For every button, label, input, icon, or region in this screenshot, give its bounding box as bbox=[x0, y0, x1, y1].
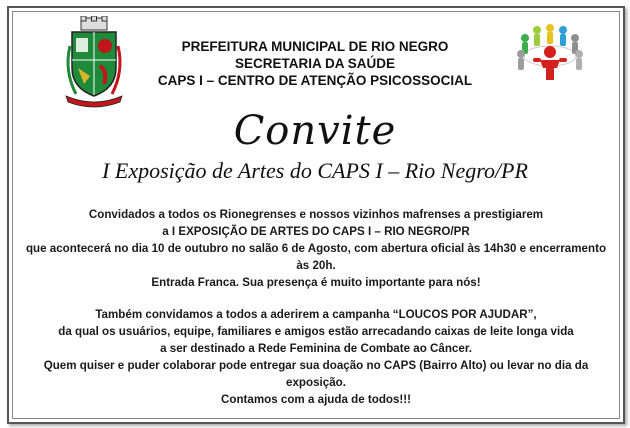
body-line: que acontecerá no dia 10 de outubro no salão 6 de Agosto, com abertura oficial às 14h30 e encerramento às 20h. bbox=[25, 242, 607, 272]
body-line: Contamos com a ajuda de todos!!! bbox=[220, 393, 412, 406]
body-line: Entrada Franca. Sua presença é muito importante para nós! bbox=[151, 276, 481, 289]
invitation-title: Convite bbox=[233, 108, 397, 154]
paragraph-gap bbox=[18, 291, 614, 306]
body-line: Convidados a todos os Rionegrenses e nossos vizinhos mafrenses a prestigiarem bbox=[88, 208, 544, 221]
body-line: a ser destinado a Rede Feminina de Combate ao Câncer. bbox=[160, 342, 472, 355]
header-block bbox=[130, 38, 500, 89]
event-subtitle: I Exposição de Artes do CAPS I – Rio Negro/PR bbox=[102, 158, 528, 183]
header-prefeitura: PREFEITURA MUNICIPAL DE RIO NEGRO bbox=[181, 39, 449, 54]
body-line: Também convidamos a todos a aderirem a campanha “LOUCOS POR AJUDAR”, bbox=[95, 308, 537, 321]
body-line: da qual os usuários, equipe, familiares e amigos estão arrecadando caixas de leite longa vida bbox=[58, 325, 574, 338]
header-caps: CAPS I – CENTRO DE ATENÇÃO PSICOSSOCIAL bbox=[157, 73, 473, 88]
people-circle-icon bbox=[507, 22, 593, 84]
body-line: Quem quiser e puder colaborar pode entregar sua doação no CAPS (Bairro Alto) ou levar no dia da exposição. bbox=[43, 359, 589, 389]
body-line: a I EXPOSIÇÃO DE ARTES DO CAPS I – RIO NEGRO/PR bbox=[162, 225, 470, 238]
municipal-coat-of-arms-icon bbox=[62, 16, 126, 108]
invitation-body bbox=[18, 206, 614, 408]
header-secretaria: SECRETARIA DA SAÚDE bbox=[234, 56, 395, 71]
